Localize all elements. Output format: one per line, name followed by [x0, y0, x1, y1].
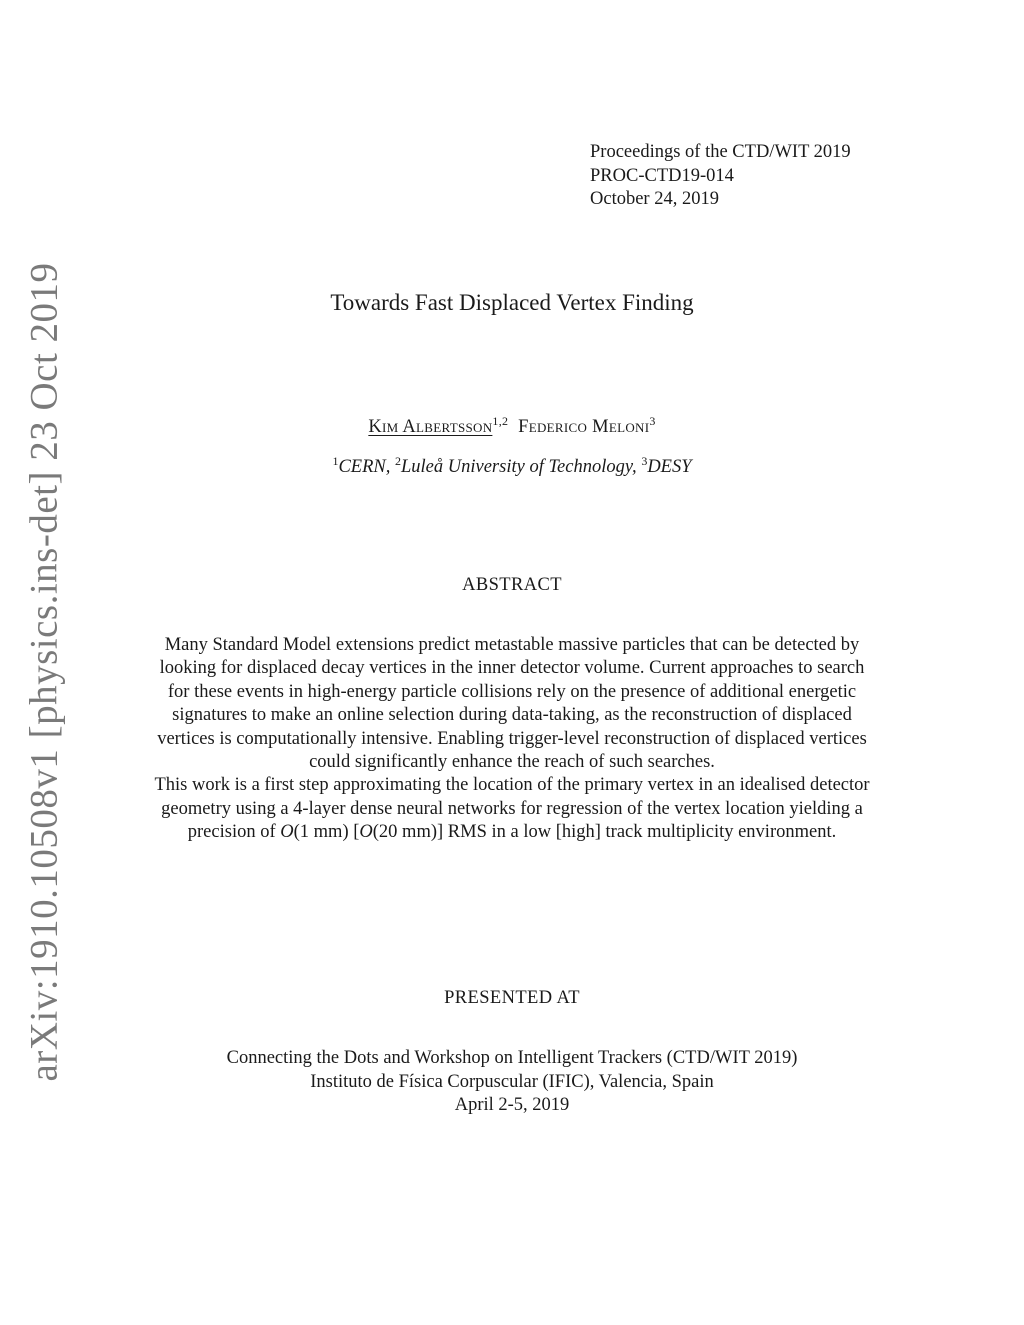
affiliation-name: CERN,: [338, 457, 395, 478]
author-affiliation-marker: 1,2: [492, 414, 509, 428]
affiliation-marker: 2: [395, 454, 401, 468]
abstract-body: [150, 634, 874, 845]
author-affiliation-marker: 3: [649, 414, 656, 428]
affiliation-marker: 3: [641, 454, 648, 468]
author-name: Federico Meloni: [518, 417, 650, 438]
author-name: Kim Albertsson: [368, 417, 493, 438]
proceedings-date: October 24, 2019: [590, 189, 719, 209]
proceedings-conference: Proceedings of the CTD/WIT 2019: [590, 142, 851, 162]
author-list: [0, 414, 1024, 438]
venue-event: Connecting the Dots and Workshop on Intelligent Trackers (CTD/WIT 2019): [226, 1048, 798, 1068]
abstract-text: (20 mm)] RMS in a low [high] track multiplicity environment.: [372, 822, 837, 843]
abstract-text: This work is a first step approximating the location of the primary vertex in an idealised detector geometry using a 4-layer dense neural networks for regression of the vertex location yielding a precision of: [154, 775, 870, 843]
affiliation-marker: 1: [332, 454, 339, 468]
abstract-paragraph: Many Standard Model extensions predict metastable massive particles that can be detected by looking for displaced decay vertices in the inner detector volume. Current approaches to search for these events in high-energy particle collisions rely on the presence of additional energetic signatures to make an online selection during data-taking, as the reconstruction of displaced vertices is computationally intensive. Enabling trigger-level reconstruction of displaced vertices could significantly enhance the reach of such searches.: [157, 635, 867, 773]
venue-info: [0, 1047, 1024, 1118]
arxiv-identifier-stamp: arXiv:1910.10508v1 [physics.ins-det] 23 Oct 2019: [22, 262, 66, 1082]
venue-date: April 2-5, 2019: [454, 1095, 570, 1115]
venue-location: Instituto de Física Corpuscular (IFIC), Valencia, Spain: [310, 1071, 714, 1092]
affiliation-name: Luleå University of Technology,: [401, 457, 642, 478]
proceedings-info: [590, 141, 851, 212]
big-o-symbol: O: [280, 822, 294, 843]
affiliation-list: [0, 454, 1024, 478]
abstract-paragraph: [150, 774, 874, 844]
affiliation-name: DESY: [647, 457, 692, 478]
presented-at-heading: PRESENTED AT: [444, 988, 580, 1008]
big-o-symbol: O: [359, 822, 373, 843]
abstract-text: (1 mm) [: [293, 822, 360, 843]
abstract-heading: ABSTRACT: [462, 575, 562, 595]
paper-title: Towards Fast Displaced Vertex Finding: [330, 290, 694, 315]
proceedings-id: PROC-CTD19-014: [590, 165, 734, 186]
